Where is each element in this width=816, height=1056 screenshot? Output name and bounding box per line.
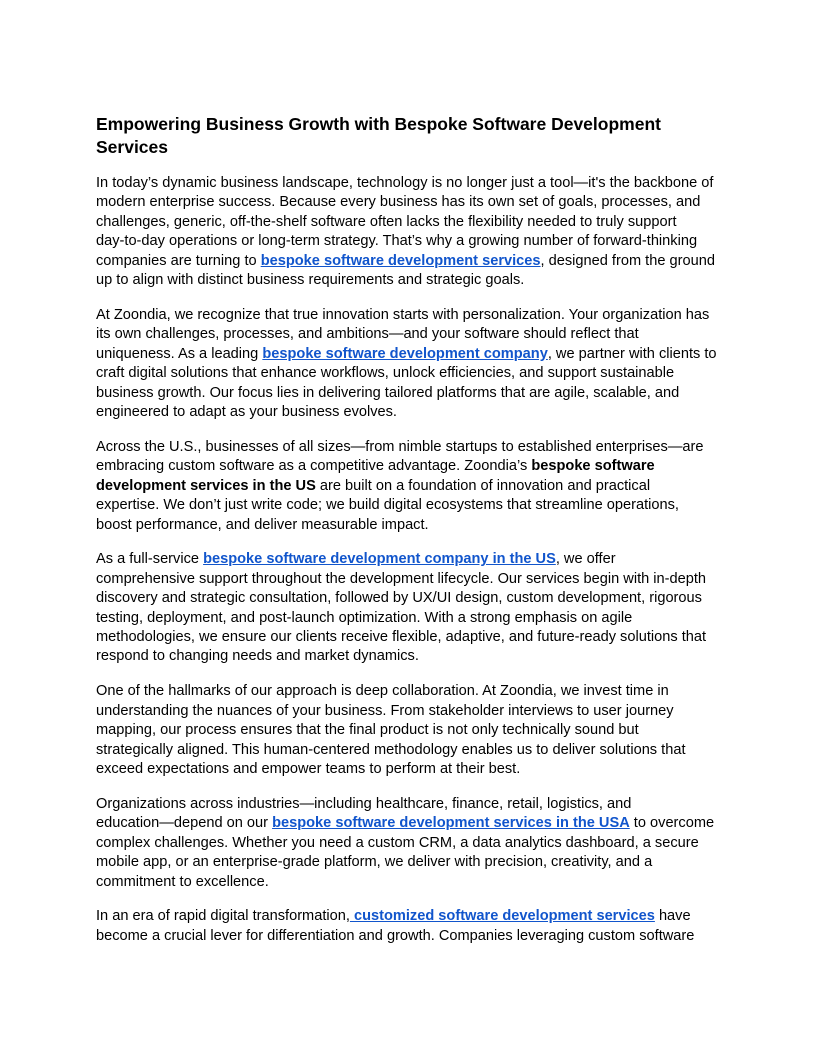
paragraph-zoondia [96,306,722,422]
text-line: boost performance, and deliver measurable impact. [96,516,429,533]
text-line: modern enterprise success. Because every business has its own set of goals, processes, and [96,194,701,211]
link-bespoke-software-development-company-us[interactable]: bespoke software development company in the US [203,551,556,568]
text-line: expertise. We don’t just write code; we build digital ecosystems that streamline operations, [96,497,679,514]
document-title [96,113,722,159]
text-segment: uniqueness. As a leading [96,345,263,362]
text-segment: , designed from the ground [540,252,715,269]
bold-phrase: bespoke software [531,458,655,475]
text-line: up to align with distinct business requirements and strategic goals. [96,272,525,289]
document-page [96,113,722,962]
text-segment: , we partner with clients to [547,345,717,362]
text-line [96,457,722,476]
paragraph-full-service [96,550,722,666]
link-customized-software-development-services[interactable]: customized software development services [349,908,655,925]
text-line: become a crucial lever for differentiation and growth. Companies leveraging custom software [96,927,695,944]
text-line: Organizations across industries—including healthcare, finance, retail, logistics, and [96,795,632,812]
text-line: comprehensive support throughout the development lifecycle. Our services begin with in-depth [96,570,707,587]
text-line: At Zoondia, we recognize that true innovation starts with personalization. Your organization has [96,306,710,323]
paragraph-digital-transformation [96,907,722,946]
text-line: respond to changing needs and market dynamics. [96,648,419,665]
text-segment: As a full-service [96,551,204,568]
text-line: challenges, generic, off-the-shelf software often lacks the flexibility needed to truly support [96,213,677,230]
paragraph-us-businesses [96,438,722,535]
title-line: Empowering Business Growth with Bespoke Software Development [96,114,661,134]
link-bespoke-software-development-company[interactable]: bespoke software development company [262,345,548,362]
text-segment: are built on a foundation of innovation and practical [315,477,651,494]
text-segment: companies are turning to [96,252,261,269]
link-bespoke-software-development-services[interactable]: bespoke software development services [260,252,541,269]
bold-phrase: development services in the US [96,477,316,494]
text-line: engineered to adapt as your business evolves. [96,403,397,420]
text-line: exceed expectations and empower teams to perform at their best. [96,760,521,777]
paragraph-industries [96,795,722,892]
text-line: craft digital solutions that enhance workflows, unlock efficiencies, and support sustainable [96,365,675,382]
paragraph-intro [96,174,722,290]
text-line [96,477,722,496]
text-line: its own challenges, processes, and ambitions—and your software should reflect that [96,326,639,343]
text-line [96,550,722,569]
text-line: mobile app, or an enterprise-grade platform, we deliver with precision, creativity, and a [96,854,653,871]
text-line [96,907,722,926]
text-line: In today’s dynamic business landscape, technology is no longer just a tool—it's the backbone of [96,175,714,191]
paragraph-collaboration [96,682,722,779]
text-line: day-to-day operations or long-term strategy. That’s why a growing number of forward-thinking [96,233,698,250]
text-line: testing, deployment, and post-launch optimization. With a strong emphasis on agile [96,609,633,626]
link-bespoke-software-development-services-usa[interactable]: bespoke software development services in the USA [272,815,630,832]
text-line [96,814,722,833]
text-segment: have [654,908,691,925]
text-segment: education—depend on our [96,815,273,832]
text-line: strategically aligned. This human-centered methodology enables us to deliver solutions that [96,741,686,758]
text-line: Across the U.S., businesses of all sizes—from nimble startups to established enterprises—are [96,438,704,455]
text-segment: to overcome [629,815,715,832]
text-segment: , we offer [555,551,616,568]
text-line: understanding the nuances of your business. From stakeholder interviews to user journey [96,702,674,719]
text-segment: In an era of rapid digital transformation, [96,908,350,925]
text-line: mapping, our process ensures that the final product is not only technically sound but [96,722,639,739]
text-line: complex challenges. Whether you need a custom CRM, a data analytics dashboard, a secure [96,834,699,851]
text-line: methodologies, we ensure our clients receive flexible, adaptive, and future-ready solutions that [96,629,707,646]
text-line [96,345,722,364]
text-line: One of the hallmarks of our approach is deep collaboration. At Zoondia, we invest time in [96,683,669,700]
title-line: Services [96,137,169,157]
text-line: commitment to excellence. [96,873,269,890]
text-line [96,252,722,271]
text-segment: embracing custom software as a competitive advantage. Zoondia’s [96,458,532,475]
text-line: business growth. Our focus lies in delivering tailored platforms that are agile, scalable, and [96,384,680,401]
text-line: discovery and strategic consultation, followed by UX/UI design, custom development, rigorous [96,590,702,607]
